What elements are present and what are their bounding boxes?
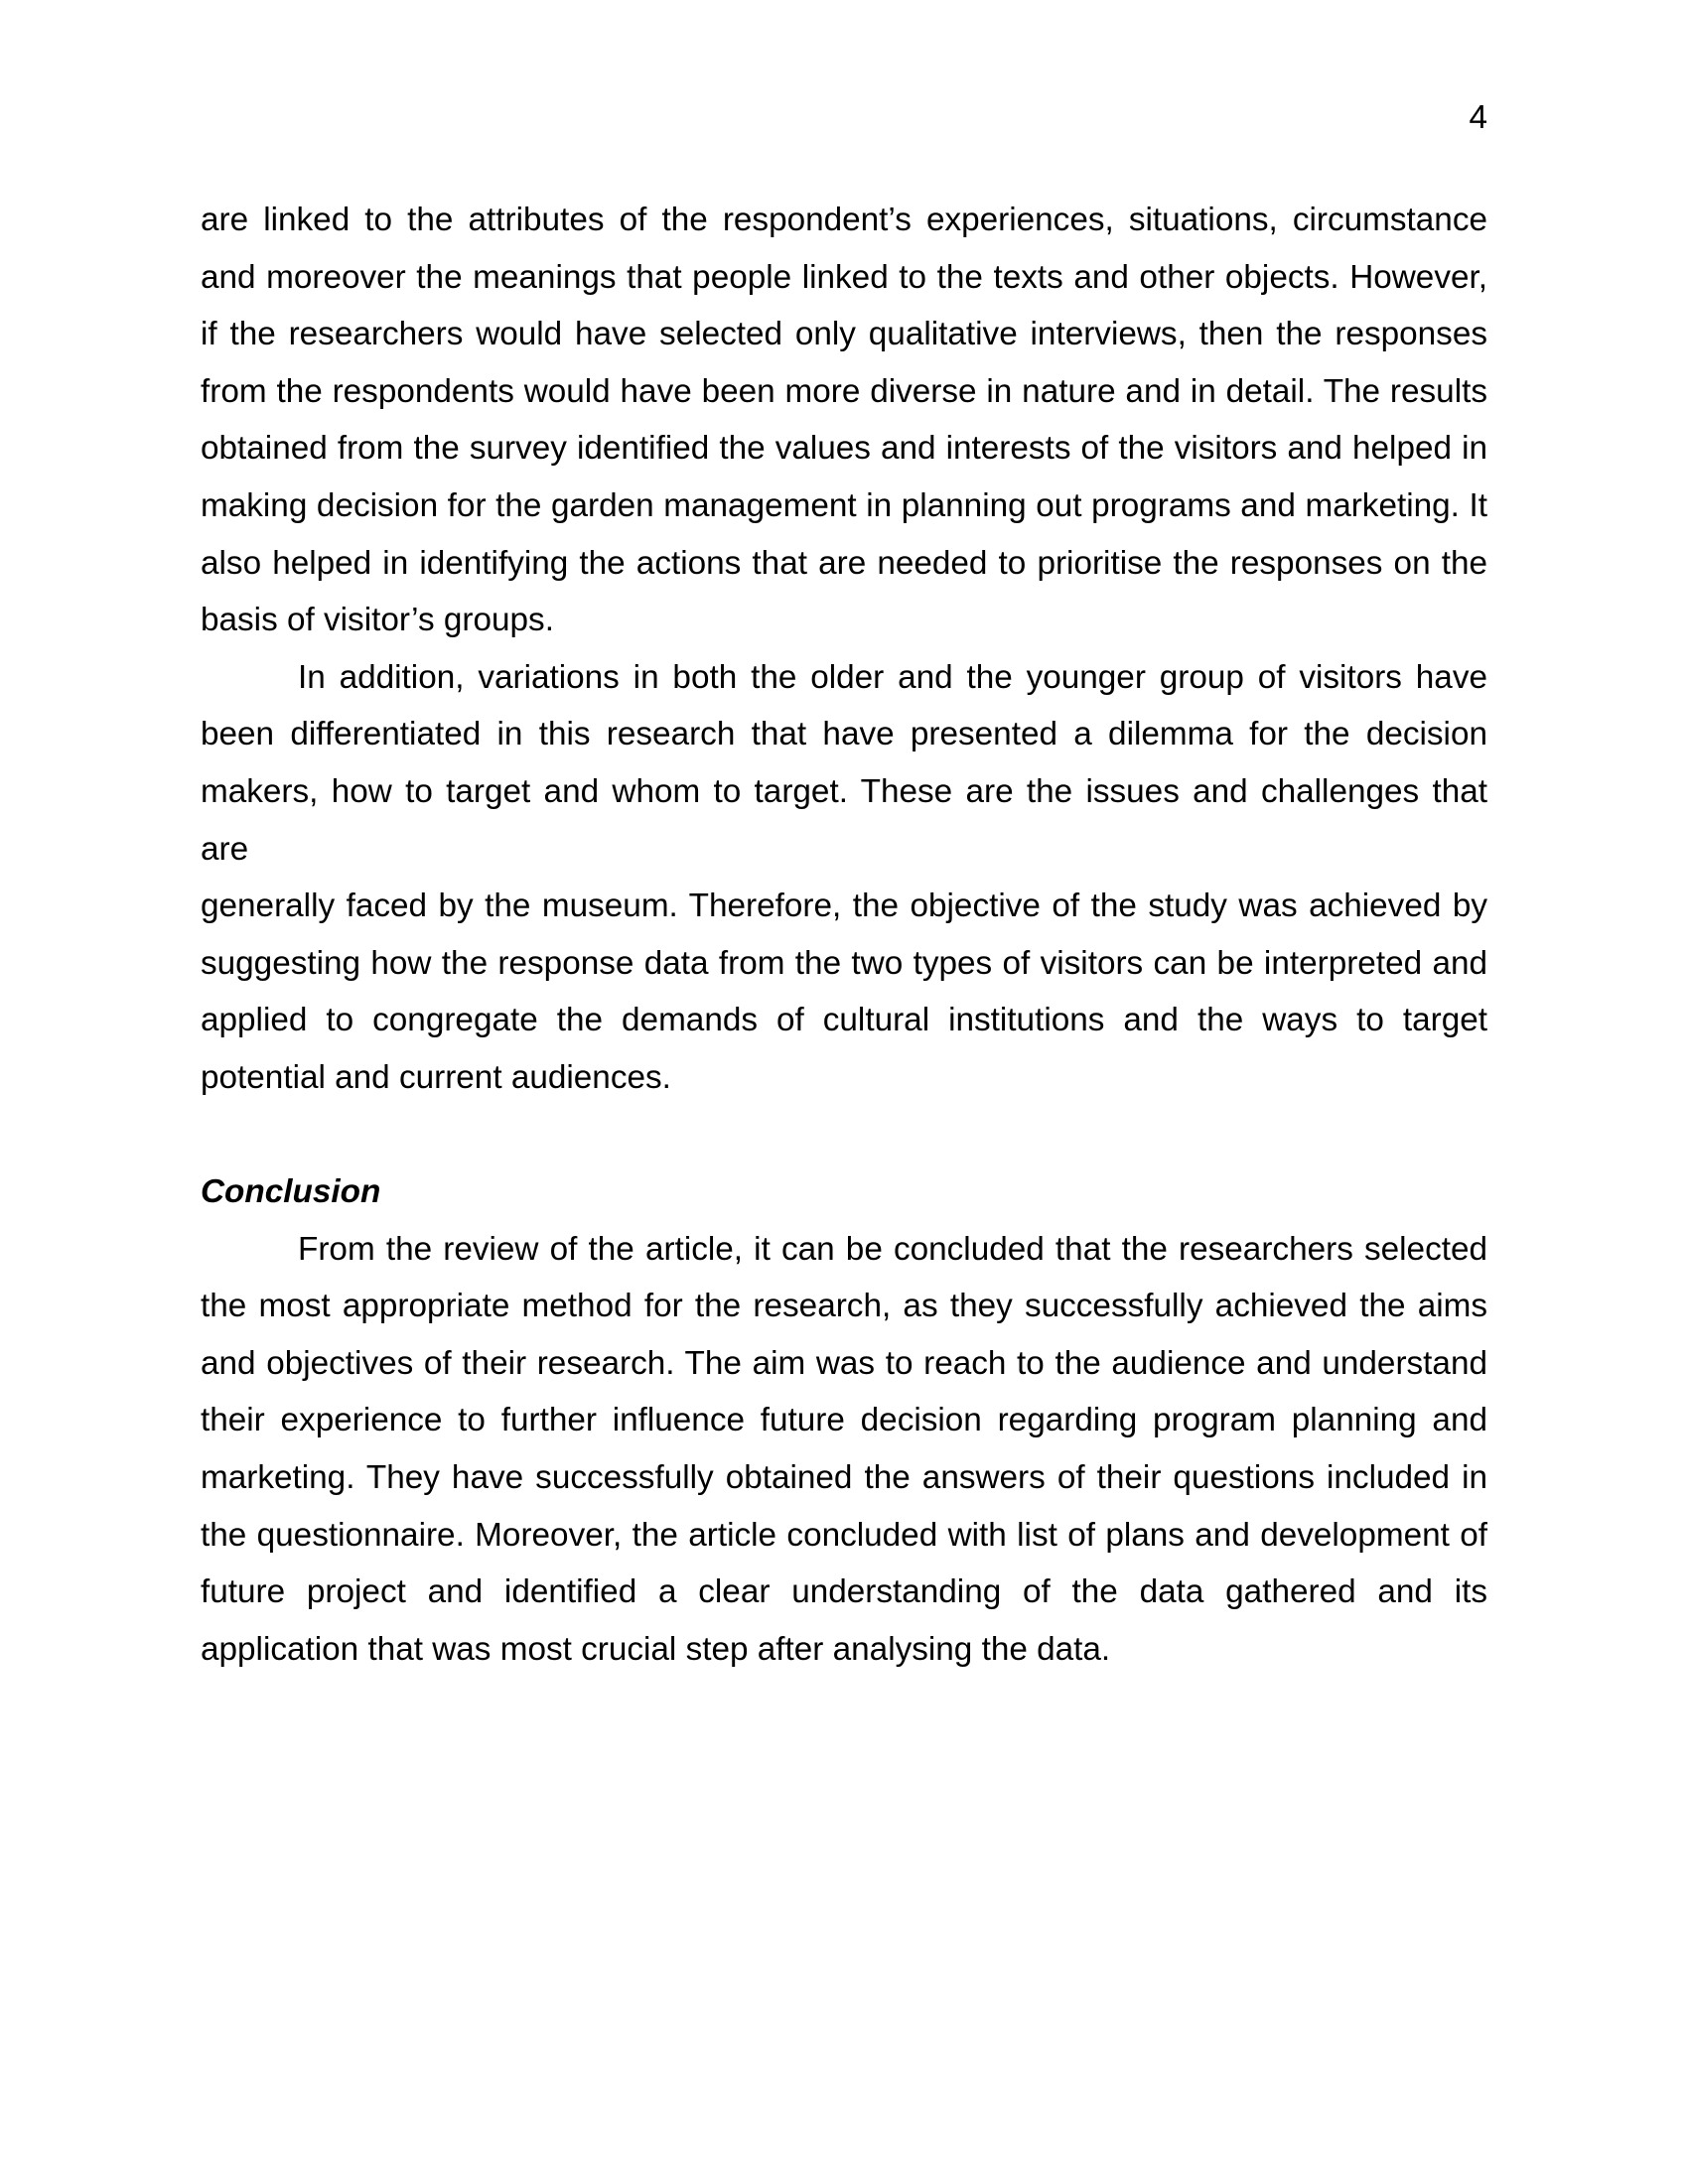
page-number: 4 [1469,99,1487,136]
paragraph-1-line: making decision for the garden management in planning out programs and marketing. It [201,486,1487,524]
paragraph-1-line: if the researchers would have selected only qualitative interviews, then the responses [201,316,1487,353]
paragraph-1-line: obtained from the survey identified the values and interests of the visitors and helped in [201,430,1487,468]
paragraph-2-line: potential and current audiences. [201,1058,671,1096]
paragraph-2-line: makers, how to target and whom to target. These are the issues and challenges that are [201,772,1487,868]
conclusion-heading: Conclusion [201,1173,381,1211]
body-text [201,192,1487,1678]
paragraph-2-line: been differentiated in this research that have presented a dilemma for the decision [201,716,1487,753]
paragraph-3-line: and objectives of their research. The aim was to reach to the audience and understand [201,1344,1487,1382]
paragraph-3-line: From the review of the article, it can be concluded that the researchers selected [298,1230,1487,1268]
paragraph-1-line: from the respondents would have been more diverse in nature and in detail. The results [201,372,1487,410]
paragraph-1-line: are linked to the attributes of the respondent’s experiences, situations, circumstance [201,202,1487,238]
paragraph-1-line: basis of visitor’s groups. [201,602,554,639]
paragraph-3-line: their experience to further influence future decision regarding program planning and [201,1402,1487,1439]
paragraph-3-line: future project and identified a clear understanding of the data gathered and its [201,1573,1487,1611]
paragraph-1-line: and moreover the meanings that people linked to the texts and other objects. However, [201,258,1487,296]
paragraph-2-line: generally faced by the museum. Therefore, the objective of the study was achieved by [201,887,1487,925]
paragraph-3-line: the most appropriate method for the research, as they successfully achieved the aims [201,1288,1487,1325]
paragraph-3-line: marketing. They have successfully obtained the answers of their questions included in [201,1459,1487,1497]
blank-line [201,1107,1487,1164]
paragraph-3-line: the questionnaire. Moreover, the article concluded with list of plans and development of [201,1516,1487,1554]
paragraph-1-line: also helped in identifying the actions that are needed to prioritise the responses on the [201,544,1487,582]
paragraph-3-line: application that was most crucial step after analysing the data. [201,1630,1111,1668]
paragraph-2-line: applied to congregate the demands of cultural institutions and the ways to target [201,1002,1487,1039]
paragraph-2-line: In addition, variations in both the older and the younger group of visitors have [298,658,1487,696]
paragraph-2-line: suggesting how the response data from the two types of visitors can be interpreted and [201,944,1487,982]
